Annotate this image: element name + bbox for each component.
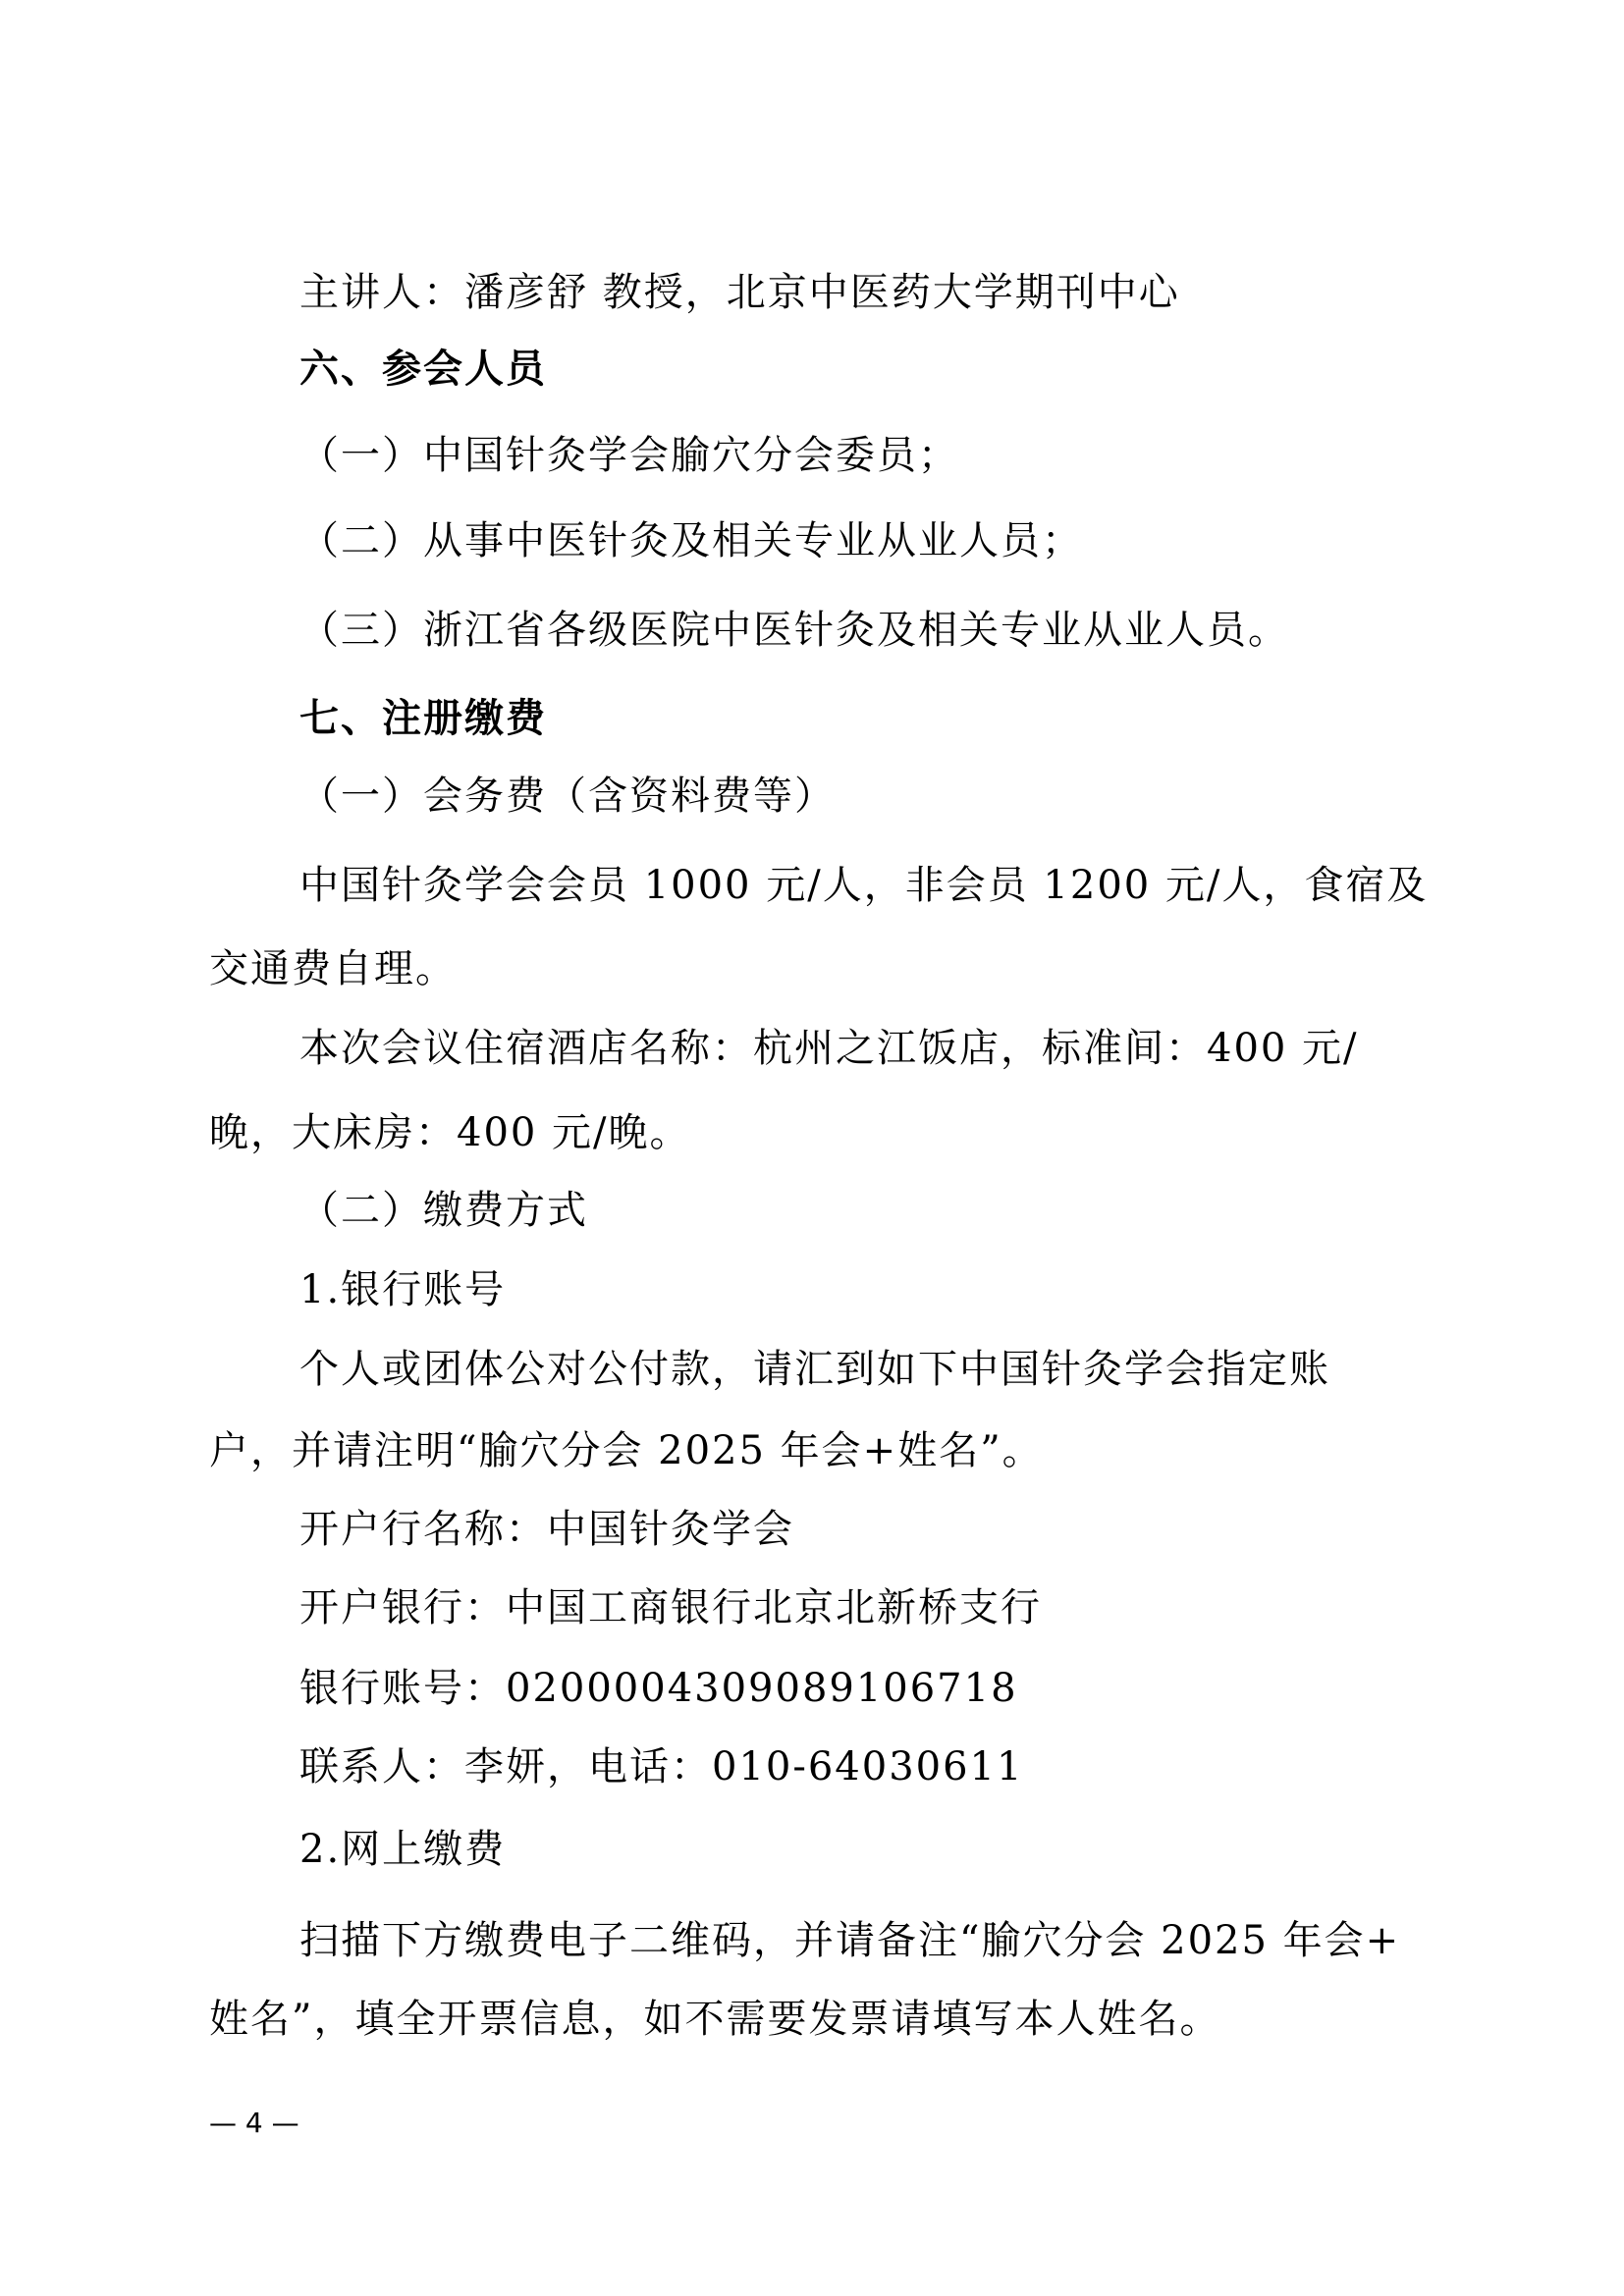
attendee-item-2: （二）从事中医针灸及相关专业从业人员； [299, 518, 1083, 563]
subheading-online-payment: 2.网上缴费 [299, 1827, 507, 1872]
bank-paragraph-line-1: 个人或团体公对公付款，请汇到如下中国针灸学会指定账 [299, 1347, 1330, 1392]
fee-paragraph-line-2: 交通费自理。 [209, 946, 457, 991]
hotel-paragraph-line-1: 本次会议住宿酒店名称：杭州之江饭店，标准间：400 元/ [299, 1026, 1359, 1071]
speaker-line: 主讲人：潘彦舒 教授，北京中医药大学期刊中心 [299, 270, 1180, 315]
subheading-conference-fee: （一）会务费（含资料费等） [299, 774, 836, 819]
hotel-paragraph-line-2: 晚，大床房：400 元/晚。 [209, 1110, 691, 1155]
contact-line: 联系人：李妍，电话：010-64030611 [299, 1744, 1024, 1789]
bank-name-line: 开户银行：中国工商银行北京北新桥支行 [299, 1585, 1042, 1630]
section-heading-attendees: 六、参会人员 [299, 347, 547, 392]
online-paragraph-line-1: 扫描下方缴费电子二维码，并请备注“腧穴分会 2025 年会+ [299, 1918, 1401, 1963]
attendee-item-1: （一）中国针灸学会腧穴分会委员； [299, 433, 959, 478]
online-paragraph-line-2: 姓名”，填全开票信息，如不需要发票请填写本人姓名。 [209, 1997, 1221, 2042]
fee-paragraph-line-1: 中国针灸学会会员 1000 元/人，非会员 1200 元/人，食宿及 [299, 863, 1429, 908]
page-number: — 4 — [209, 2107, 299, 2139]
subheading-bank-account: 1.银行账号 [299, 1267, 507, 1312]
attendee-item-3: （三）浙江省各级医院中医针灸及相关专业从业人员。 [299, 608, 1289, 653]
subheading-payment-method: （二）缴费方式 [299, 1188, 588, 1233]
section-heading-registration: 七、注册缴费 [299, 696, 547, 741]
account-name-line: 开户行名称：中国针灸学会 [299, 1507, 794, 1552]
bank-paragraph-line-2: 户，并请注明“腧穴分会 2025 年会+姓名”。 [209, 1428, 1044, 1473]
account-number-line: 银行账号：0200004309089106718 [299, 1666, 1018, 1711]
